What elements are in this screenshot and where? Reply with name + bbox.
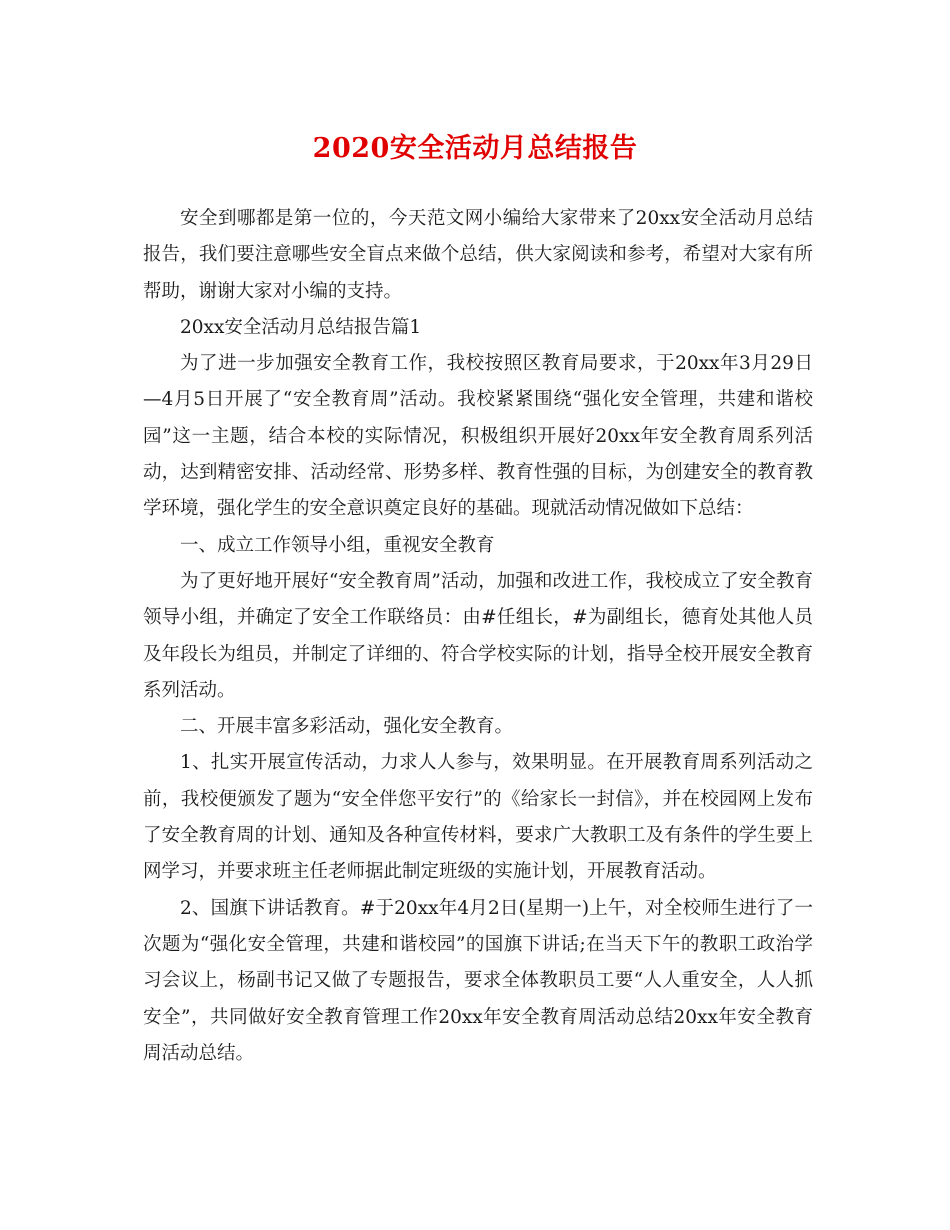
section-heading: 二、开展丰富多彩活动，强化安全教育。 — [180, 716, 514, 738]
body-paragraph: 为了更好地开展好“安全教育周”活动，加强和改进工作，我校成立了安全教育领导小组，并确定了安全工作联络员：由#任组长，#为副组长，德育处其他人员及年段长为组员，并制定了详细的、符合学校实际的计划，指导全校开展安全教育系列活动。 — [143, 570, 813, 701]
body-paragraph: 1、扎实开展宣传活动，力求人人参与，效果明显。在开展教育周系列活动之前，我校便颁发了题为“安全伴您平安行”的《给家长一封信》，并在校园网上发布了安全教育周的计划、通知及各种宣传材料，要求广大教职工及有条件的学生要上网学习，并要求班主任老师据此制定班级的实施计划，开展教育活动。 — [143, 752, 813, 883]
body-paragraph: 2、国旗下讲话教育。#于20xx年4月2日(星期一)上午，对全校师生进行了一次题为“强化安全管理，共建和谐校园”的国旗下讲话;在当天下午的教职工政治学习会议上，杨副书记又做了专题报告，要求全体教职员工要“人人重安全，人人抓安全”，共同做好安全教育管理工作20xx年安全教育周活动总结20xx年安全教育周活动总结。 — [143, 897, 813, 1064]
document-title: 2020安全活动月总结报告 — [312, 133, 638, 164]
section-heading-part-1: 20xx安全活动月总结报告篇1 — [180, 316, 422, 338]
document-body — [143, 201, 813, 1072]
intro-paragraph: 安全到哪都是第一位的，今天范文网小编给大家带来了20xx安全活动月总结报告，我们要注意哪些安全盲点来做个总结，供大家阅读和参考，希望对大家有所帮助，谢谢大家对小编的支持。 — [143, 208, 813, 302]
section-heading: 一、成立工作领导小组，重视安全教育 — [180, 534, 495, 556]
body-paragraph: 为了进一步加强安全教育工作，我校按照区教育局要求，于20xx年3月29日—4月5日开展了“安全教育周”活动。我校紧紧围绕“强化安全管理，共建和谐校园”这一主题，结合本校的实际情况，积极组织开展好20xx年安全教育周系列活动，达到精密安排、活动经常、形势多样、教育性强的目标，为创建安全的教育教学环境，强化学生的安全意识奠定良好的基础。现就活动情况做如下总结： — [143, 353, 813, 520]
